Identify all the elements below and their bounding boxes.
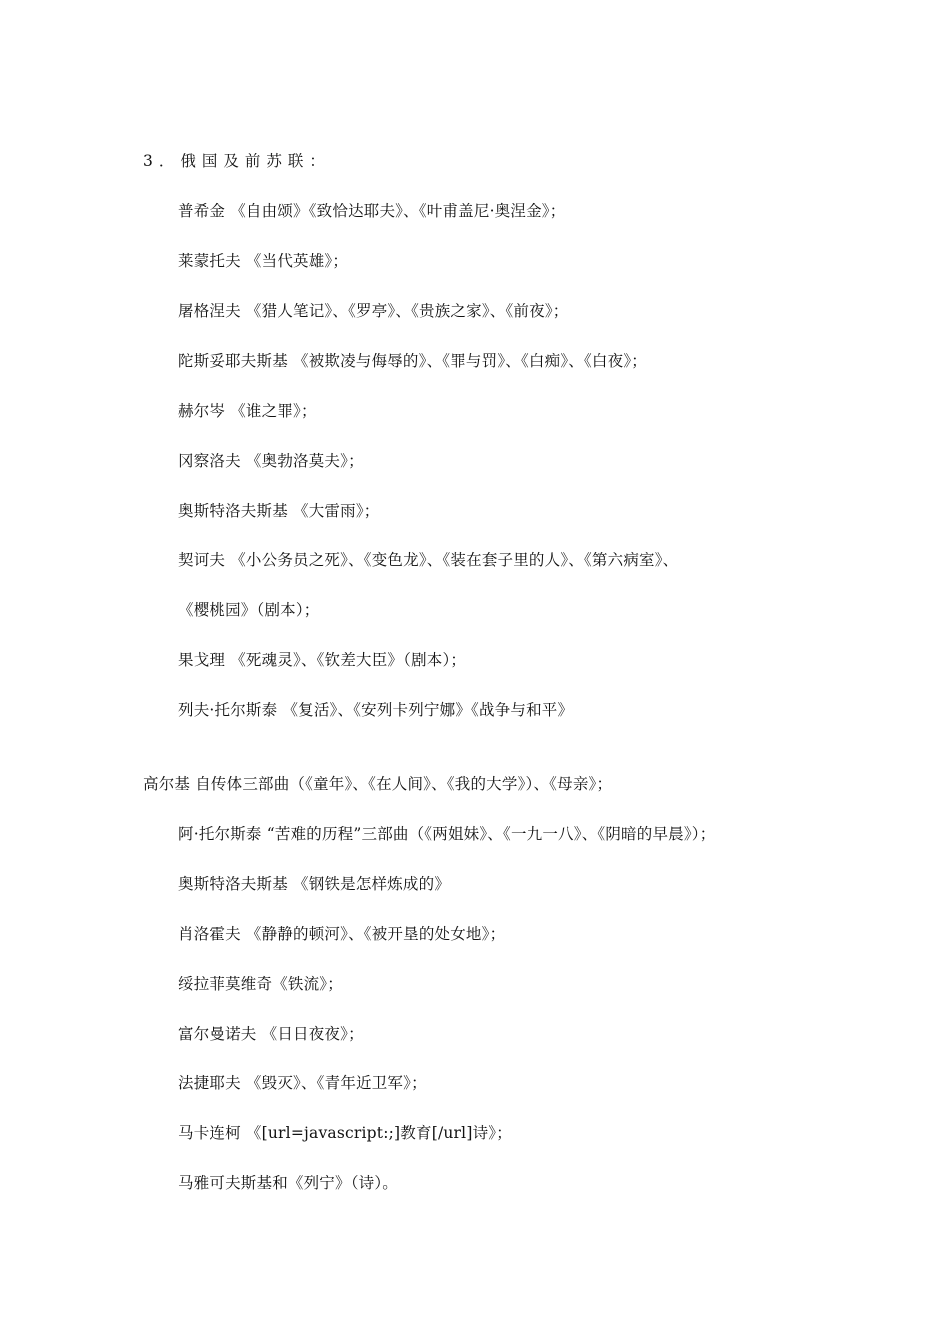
text-line: 阿·托尔斯泰 “苦难的历程”三部曲（《两姐妹》、《一九一八》、《阴暗的早晨》）； — [178, 825, 716, 843]
text-line: 高尔基 自传体三部曲（《童年》、《在人间》、《我的大学》）、《母亲》； — [143, 775, 613, 793]
text-line: 奥斯特洛夫斯基 《大雷雨》； — [178, 502, 380, 520]
text-line: 冈察洛夫 《奥勃洛莫夫》； — [178, 452, 364, 470]
text-line: 普希金 《自由颂》《致恰达耶夫》、《叶甫盖尼·奥涅金》； — [178, 202, 566, 220]
text-line: 《樱桃园》（剧本）； — [178, 601, 320, 619]
text-line: 果戈理 《死魂灵》、《钦差大臣》（剧本）； — [178, 651, 467, 669]
text-line: 绥拉菲莫维奇《铁流》； — [178, 975, 343, 993]
text-line: 法捷耶夫 《毁灭》、《青年近卫军》； — [178, 1074, 427, 1092]
text-line: 契诃夫 《小公务员之死》、《变色龙》、《装在套子里的人》、《第六病室》、 — [178, 551, 679, 569]
text-line: 奥斯特洛夫斯基 《钢铁是怎样炼成的》 — [178, 875, 451, 893]
text-line: 赫尔岑 《谁之罪》； — [178, 402, 317, 420]
text-line: 屠格涅夫 《猎人笔记》、《罗亭》、《贵族之家》、《前夜》； — [178, 302, 569, 320]
text-line: 马卡连柯 《[url=javascript:;]教育[/url]诗》； — [178, 1124, 512, 1142]
text-line: 富尔曼诺夫 《日日夜夜》； — [178, 1025, 364, 1043]
text-line: 列夫·托尔斯泰 《复活》、《安列卡列宁娜》《战争与和平》 — [178, 701, 574, 719]
section-heading: 3．俄国及前苏联： — [143, 152, 331, 170]
text-line: 马雅可夫斯基和《列宁》（诗）。 — [178, 1174, 399, 1192]
text-line: 陀斯妥耶夫斯基 《被欺凌与侮辱的》、《罪与罚》、《白痴》、《白夜》； — [178, 352, 647, 370]
text-line: 肖洛霍夫 《静静的顿河》、《被开垦的处女地》； — [178, 925, 506, 943]
text-line: 莱蒙托夫 《当代英雄》； — [178, 252, 349, 270]
